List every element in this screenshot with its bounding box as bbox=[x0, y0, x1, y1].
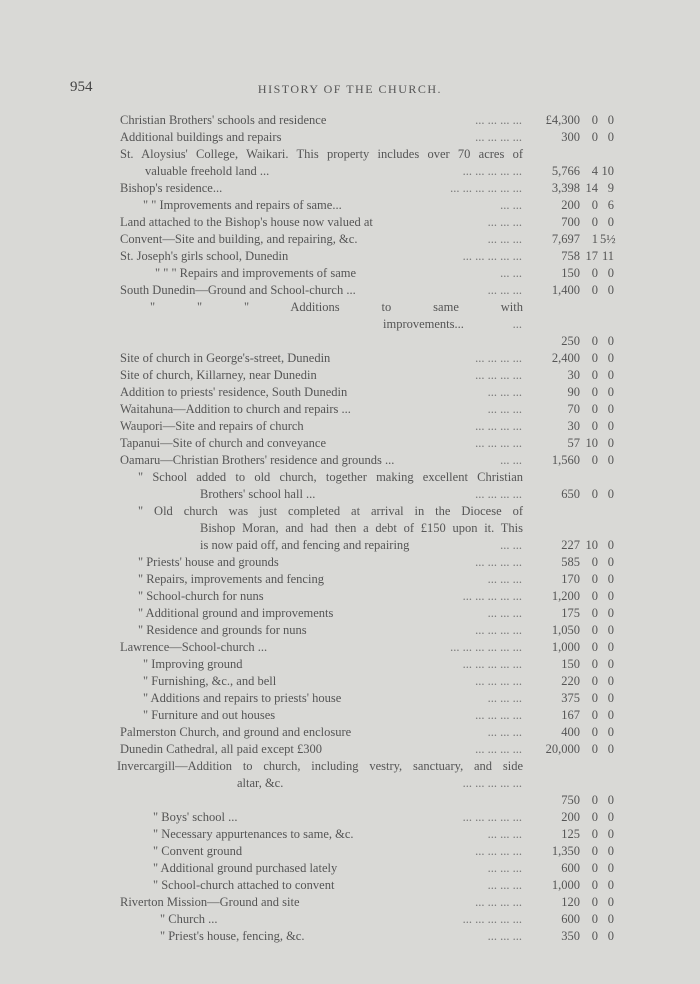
dot-leader: ... ... bbox=[500, 453, 522, 467]
dot-leader: ... bbox=[512, 317, 522, 331]
dot-leader: ... ... ... bbox=[487, 827, 522, 841]
entry-description: " " " Repairs and improvements of same bbox=[155, 266, 357, 280]
ledger-row bbox=[0, 538, 700, 555]
ledger-row bbox=[0, 181, 700, 198]
amount-pence: 0 bbox=[607, 878, 614, 892]
amount-shillings: 0 bbox=[591, 555, 598, 569]
amount-shillings: 0 bbox=[591, 623, 598, 637]
amount-pence: 0 bbox=[607, 623, 614, 637]
dot-leader: ... ... ... bbox=[487, 725, 522, 739]
amount-pounds: 30 bbox=[567, 368, 580, 382]
dot-leader: ... ... ... bbox=[487, 232, 522, 246]
entry-description: " Residence and grounds for nuns bbox=[138, 623, 307, 637]
amount-shillings: 0 bbox=[591, 266, 598, 280]
dot-leader: ... ... ... ... bbox=[475, 436, 522, 450]
ledger-row bbox=[0, 895, 700, 912]
amount-pence: 0 bbox=[607, 589, 614, 603]
entry-description: Site of church, Killarney, near Dunedin bbox=[120, 368, 317, 382]
amount-shillings: 0 bbox=[591, 487, 598, 501]
amount-pounds: 7,697 bbox=[551, 232, 580, 246]
amount-pounds: 150 bbox=[561, 657, 580, 671]
ledger-row bbox=[0, 283, 700, 300]
entry-description: " Additions and repairs to priests' house bbox=[143, 691, 342, 705]
amount-pence: 0 bbox=[607, 130, 614, 144]
amount-shillings: 0 bbox=[591, 385, 598, 399]
ledger-row bbox=[0, 436, 700, 453]
amount-pounds: 200 bbox=[561, 810, 580, 824]
ledger-row bbox=[0, 623, 700, 640]
dot-leader: ... ... ... bbox=[487, 861, 522, 875]
entry-description: " Furnishing, &c., and bell bbox=[143, 674, 277, 688]
amount-pence: 0 bbox=[607, 742, 614, 756]
ledger-row bbox=[0, 742, 700, 759]
amount-shillings: 0 bbox=[591, 895, 598, 909]
amount-pounds: 375 bbox=[561, 691, 580, 705]
amount-pence: 0 bbox=[607, 606, 614, 620]
amount-pounds: 5,766 bbox=[551, 164, 580, 178]
dot-leader: ... ... ... bbox=[487, 215, 522, 229]
entry-description: St. Aloysius' College, Waikari. This property includes over 70 acres of bbox=[120, 147, 523, 161]
amount-pence: 0 bbox=[607, 912, 614, 926]
amount-pounds: 1,560 bbox=[551, 453, 580, 467]
entry-description: Bishop Moran, and had then a debt of £150 upon it. This bbox=[200, 521, 523, 535]
dot-leader: ... ... ... ... ... ... bbox=[450, 181, 522, 195]
dot-leader: ... ... ... ... bbox=[475, 844, 522, 858]
entry-description: Dunedin Cathedral, all paid except £300 bbox=[120, 742, 323, 756]
ledger-row bbox=[0, 691, 700, 708]
amount-shillings: 0 bbox=[591, 453, 598, 467]
amount-pence: 0 bbox=[607, 215, 614, 229]
amount-shillings: 0 bbox=[591, 334, 598, 348]
ledger-row bbox=[0, 912, 700, 929]
amount-pence: 9 bbox=[607, 181, 614, 195]
amount-pence: 0 bbox=[607, 113, 614, 127]
ledger-row bbox=[0, 708, 700, 725]
amount-shillings: 0 bbox=[591, 793, 598, 807]
amount-shillings: 0 bbox=[591, 708, 598, 722]
entry-description: " Additional ground purchased lately bbox=[153, 861, 338, 875]
amount-shillings: 0 bbox=[591, 351, 598, 365]
entry-description: St. Joseph's girls school, Dunedin bbox=[120, 249, 289, 263]
entry-description: South Dunedin—Ground and School-church ... bbox=[120, 283, 356, 297]
dot-leader: ... ... bbox=[500, 538, 522, 552]
amount-pence: 0 bbox=[607, 572, 614, 586]
ledger-row bbox=[0, 402, 700, 419]
ledger-row bbox=[0, 164, 700, 181]
amount-pence: 0 bbox=[607, 453, 614, 467]
amount-pence: 0 bbox=[607, 487, 614, 501]
entry-description: " School-church attached to convent bbox=[153, 878, 335, 892]
amount-pounds: 227 bbox=[561, 538, 580, 552]
amount-pence: 6 bbox=[607, 198, 614, 212]
entry-description: Bishop's residence... bbox=[120, 181, 223, 195]
amount-pounds: 1,000 bbox=[551, 640, 580, 654]
dot-leader: ... ... ... ... ... bbox=[462, 912, 522, 926]
ledger-row bbox=[0, 453, 700, 470]
dot-leader: ... ... ... bbox=[487, 385, 522, 399]
entry-description: " " Improvements and repairs of same... bbox=[143, 198, 342, 212]
amount-pounds: 120 bbox=[561, 895, 580, 909]
ledger-row bbox=[0, 385, 700, 402]
amount-pounds: 20,000 bbox=[545, 742, 580, 756]
entry-description: Land attached to the Bishop's house now valued at bbox=[120, 215, 373, 229]
amount-pounds: 1,200 bbox=[551, 589, 580, 603]
amount-pence: 0 bbox=[607, 793, 614, 807]
amount-pence: 0 bbox=[607, 708, 614, 722]
amount-shillings: 0 bbox=[591, 810, 598, 824]
dot-leader: ... ... ... ... ... bbox=[462, 776, 522, 790]
amount-pence: 0 bbox=[607, 640, 614, 654]
entry-description: Riverton Mission—Ground and site bbox=[120, 895, 300, 909]
ledger-row bbox=[0, 827, 700, 844]
ledger-row bbox=[0, 368, 700, 385]
amount-pounds: 3,398 bbox=[551, 181, 580, 195]
ledger-row bbox=[0, 810, 700, 827]
amount-shillings: 0 bbox=[591, 827, 598, 841]
amount-shillings: 0 bbox=[591, 113, 598, 127]
amount-pence: 0 bbox=[607, 266, 614, 280]
amount-shillings: 0 bbox=[591, 657, 598, 671]
dot-leader: ... ... ... ... ... bbox=[462, 657, 522, 671]
ledger-row bbox=[0, 198, 700, 215]
amount-pounds: 650 bbox=[561, 487, 580, 501]
dot-leader: ... ... ... bbox=[487, 929, 522, 943]
entry-description: " Old church was just completed at arrival in the Diocese of bbox=[138, 504, 523, 518]
ledger-table bbox=[0, 113, 700, 946]
dot-leader: ... ... ... bbox=[487, 691, 522, 705]
amount-pence: 0 bbox=[607, 402, 614, 416]
running-title: HISTORY OF THE CHURCH. bbox=[257, 82, 443, 96]
amount-pounds: 2,400 bbox=[551, 351, 580, 365]
amount-pence: 0 bbox=[607, 351, 614, 365]
amount-pounds: 700 bbox=[561, 215, 580, 229]
amount-shillings: 0 bbox=[591, 283, 598, 297]
amount-shillings: 0 bbox=[591, 742, 598, 756]
ledger-row bbox=[0, 215, 700, 232]
amount-pence: 10 bbox=[601, 164, 614, 178]
dot-leader: ... ... ... ... bbox=[475, 674, 522, 688]
dot-leader: ... ... ... ... ... bbox=[462, 164, 522, 178]
entry-description: " Priests' house and grounds bbox=[138, 555, 279, 569]
amount-pence: 0 bbox=[607, 385, 614, 399]
ledger-row bbox=[0, 521, 700, 538]
amount-shillings: 0 bbox=[591, 691, 598, 705]
amount-shillings: 1 bbox=[591, 232, 598, 246]
amount-pounds: 200 bbox=[561, 198, 580, 212]
amount-pounds: 90 bbox=[567, 385, 580, 399]
amount-shillings: 0 bbox=[591, 912, 598, 926]
entry-description: " Church ... bbox=[160, 912, 218, 926]
entry-description: " School added to old church, together making excellent Christian bbox=[138, 470, 523, 484]
amount-shillings: 14 bbox=[585, 181, 598, 195]
amount-pounds: 758 bbox=[561, 249, 580, 263]
amount-pence: 0 bbox=[607, 861, 614, 875]
amount-shillings: 0 bbox=[591, 419, 598, 433]
ledger-row bbox=[0, 249, 700, 266]
amount-pence: 0 bbox=[607, 657, 614, 671]
dot-leader: ... ... ... ... bbox=[475, 555, 522, 569]
amount-shillings: 0 bbox=[591, 572, 598, 586]
ledger-row bbox=[0, 725, 700, 742]
entry-description: " Furniture and out houses bbox=[143, 708, 276, 722]
amount-shillings: 0 bbox=[591, 215, 598, 229]
ledger-row bbox=[0, 487, 700, 504]
ledger-row bbox=[0, 470, 700, 487]
amount-shillings: 0 bbox=[591, 725, 598, 739]
amount-pence: 5½ bbox=[600, 232, 616, 246]
amount-pence: 0 bbox=[607, 674, 614, 688]
ledger-row bbox=[0, 793, 700, 810]
amount-shillings: 0 bbox=[591, 368, 598, 382]
amount-shillings: 0 bbox=[591, 589, 598, 603]
amount-pounds: 750 bbox=[561, 793, 580, 807]
ledger-row bbox=[0, 555, 700, 572]
amount-pence: 0 bbox=[607, 283, 614, 297]
entry-description: " Repairs, improvements and fencing bbox=[138, 572, 324, 586]
amount-shillings: 0 bbox=[591, 198, 598, 212]
dot-leader: ... ... bbox=[500, 266, 522, 280]
amount-shillings: 10 bbox=[585, 436, 598, 450]
ledger-row bbox=[0, 606, 700, 623]
dot-leader: ... ... ... ... bbox=[475, 623, 522, 637]
amount-pounds: 30 bbox=[567, 419, 580, 433]
amount-shillings: 0 bbox=[591, 606, 598, 620]
amount-pence: 0 bbox=[607, 419, 614, 433]
entry-description: Convent—Site and building, and repairing, &c. bbox=[120, 232, 358, 246]
dot-leader: ... ... ... ... ... bbox=[462, 249, 522, 263]
amount-pounds: 1,050 bbox=[551, 623, 580, 637]
amount-pence: 0 bbox=[607, 691, 614, 705]
amount-pence: 11 bbox=[601, 249, 614, 263]
amount-pounds: 1,400 bbox=[551, 283, 580, 297]
amount-pounds: 1,000 bbox=[551, 878, 580, 892]
entry-description: " Convent ground bbox=[153, 844, 243, 858]
entry-description: " Boys' school ... bbox=[153, 810, 238, 824]
ledger-row bbox=[0, 300, 700, 317]
page-number: 954 bbox=[70, 79, 93, 95]
entry-description: " Necessary appurtenances to same, &c. bbox=[153, 827, 354, 841]
dot-leader: ... ... ... bbox=[487, 283, 522, 297]
amount-shillings: 0 bbox=[591, 878, 598, 892]
ledger-row bbox=[0, 929, 700, 946]
amount-pounds: £4,300 bbox=[545, 113, 580, 127]
amount-pounds: 125 bbox=[561, 827, 580, 841]
ledger-row bbox=[0, 776, 700, 793]
entry-description: Additional buildings and repairs bbox=[120, 130, 282, 144]
dot-leader: ... ... ... bbox=[487, 572, 522, 586]
amount-pounds: 600 bbox=[561, 912, 580, 926]
amount-pence: 0 bbox=[607, 844, 614, 858]
amount-pence: 0 bbox=[607, 725, 614, 739]
amount-pence: 0 bbox=[607, 929, 614, 943]
dot-leader: ... ... ... bbox=[487, 878, 522, 892]
ledger-row bbox=[0, 147, 700, 164]
amount-pounds: 167 bbox=[561, 708, 580, 722]
ledger-row bbox=[0, 232, 700, 249]
amount-pence: 0 bbox=[607, 334, 614, 348]
entry-description: " Priest's house, fencing, &c. bbox=[160, 929, 305, 943]
entry-description: Site of church in George's-street, Dunedin bbox=[120, 351, 331, 365]
ledger-row bbox=[0, 130, 700, 147]
amount-shillings: 0 bbox=[591, 402, 598, 416]
amount-pounds: 600 bbox=[561, 861, 580, 875]
amount-shillings: 17 bbox=[585, 249, 598, 263]
dot-leader: ... ... ... ... bbox=[475, 742, 522, 756]
amount-pounds: 220 bbox=[561, 674, 580, 688]
entry-description: Palmerston Church, and ground and enclosure bbox=[120, 725, 352, 739]
entry-description: Addition to priests' residence, South Dunedin bbox=[120, 385, 348, 399]
amount-pence: 0 bbox=[607, 368, 614, 382]
ledger-row bbox=[0, 266, 700, 283]
entry-description: " Additional ground and improvements bbox=[138, 606, 334, 620]
ledger-row bbox=[0, 572, 700, 589]
amount-pence: 0 bbox=[607, 827, 614, 841]
ledger-row bbox=[0, 317, 700, 334]
amount-pounds: 1,350 bbox=[551, 844, 580, 858]
dot-leader: ... ... ... ... bbox=[475, 708, 522, 722]
amount-shillings: 0 bbox=[591, 640, 598, 654]
entry-description: is now paid off, and fencing and repairing bbox=[200, 538, 410, 552]
ledger-row bbox=[0, 504, 700, 521]
dot-leader: ... ... bbox=[500, 198, 522, 212]
amount-pence: 0 bbox=[607, 895, 614, 909]
amount-pounds: 585 bbox=[561, 555, 580, 569]
entry-description: Christian Brothers' schools and residence bbox=[120, 113, 327, 127]
dot-leader: ... ... ... ... bbox=[475, 351, 522, 365]
amount-pounds: 150 bbox=[561, 266, 580, 280]
dot-leader: ... ... ... ... ... ... bbox=[450, 640, 522, 654]
ledger-row bbox=[0, 844, 700, 861]
amount-pounds: 350 bbox=[561, 929, 580, 943]
entry-description: Invercargill—Addition to church, including vestry, sanctuary, and side bbox=[117, 759, 523, 773]
amount-pounds: 57 bbox=[567, 436, 580, 450]
entry-description: Oamaru—Christian Brothers' residence and grounds ... bbox=[120, 453, 395, 467]
amount-pounds: 400 bbox=[561, 725, 580, 739]
dot-leader: ... ... ... ... ... bbox=[462, 810, 522, 824]
amount-pounds: 70 bbox=[567, 402, 580, 416]
entry-description: " " " Additions to same with bbox=[150, 300, 523, 314]
amount-shillings: 0 bbox=[591, 929, 598, 943]
dot-leader: ... ... ... ... bbox=[475, 895, 522, 909]
amount-shillings: 0 bbox=[591, 130, 598, 144]
ledger-row bbox=[0, 640, 700, 657]
dot-leader: ... ... ... ... bbox=[475, 487, 522, 501]
dot-leader: ... ... ... ... ... bbox=[462, 589, 522, 603]
dot-leader: ... ... ... ... bbox=[475, 419, 522, 433]
amount-pounds: 175 bbox=[561, 606, 580, 620]
ledger-row bbox=[0, 861, 700, 878]
dot-leader: ... ... ... ... bbox=[475, 130, 522, 144]
entry-description: Waitahuna—Addition to church and repairs ... bbox=[120, 402, 351, 416]
entry-description: Waupori—Site and repairs of church bbox=[120, 419, 304, 433]
amount-pence: 0 bbox=[607, 436, 614, 450]
ledger-row bbox=[0, 589, 700, 606]
ledger-row bbox=[0, 878, 700, 895]
entry-description: Lawrence—School-church ... bbox=[120, 640, 268, 654]
ledger-row bbox=[0, 657, 700, 674]
amount-pounds: 250 bbox=[561, 334, 580, 348]
amount-shillings: 0 bbox=[591, 674, 598, 688]
entry-description: Brothers' school hall ... bbox=[200, 487, 316, 501]
ledger-row bbox=[0, 759, 700, 776]
ledger-row bbox=[0, 351, 700, 368]
amount-pounds: 170 bbox=[561, 572, 580, 586]
amount-shillings: 4 bbox=[591, 164, 598, 178]
dot-leader: ... ... ... bbox=[487, 402, 522, 416]
dot-leader: ... ... ... ... bbox=[475, 368, 522, 382]
ledger-row bbox=[0, 334, 700, 351]
ledger-row bbox=[0, 674, 700, 691]
amount-shillings: 0 bbox=[591, 861, 598, 875]
ledger-row bbox=[0, 113, 700, 130]
entry-description: altar, &c. bbox=[237, 776, 284, 790]
entry-description: " Improving ground bbox=[143, 657, 243, 671]
entry-description: valuable freehold land ... bbox=[145, 164, 270, 178]
dot-leader: ... ... ... ... bbox=[475, 113, 522, 127]
ledger-row bbox=[0, 419, 700, 436]
entry-description: Tapanui—Site of church and conveyance bbox=[120, 436, 326, 450]
amount-pence: 0 bbox=[607, 810, 614, 824]
entry-description: " School-church for nuns bbox=[138, 589, 264, 603]
amount-shillings: 10 bbox=[585, 538, 598, 552]
amount-pounds: 300 bbox=[561, 130, 580, 144]
entry-description: improvements... bbox=[383, 317, 464, 331]
dot-leader: ... ... ... bbox=[487, 606, 522, 620]
amount-pence: 0 bbox=[607, 555, 614, 569]
amount-pence: 0 bbox=[607, 538, 614, 552]
amount-shillings: 0 bbox=[591, 844, 598, 858]
